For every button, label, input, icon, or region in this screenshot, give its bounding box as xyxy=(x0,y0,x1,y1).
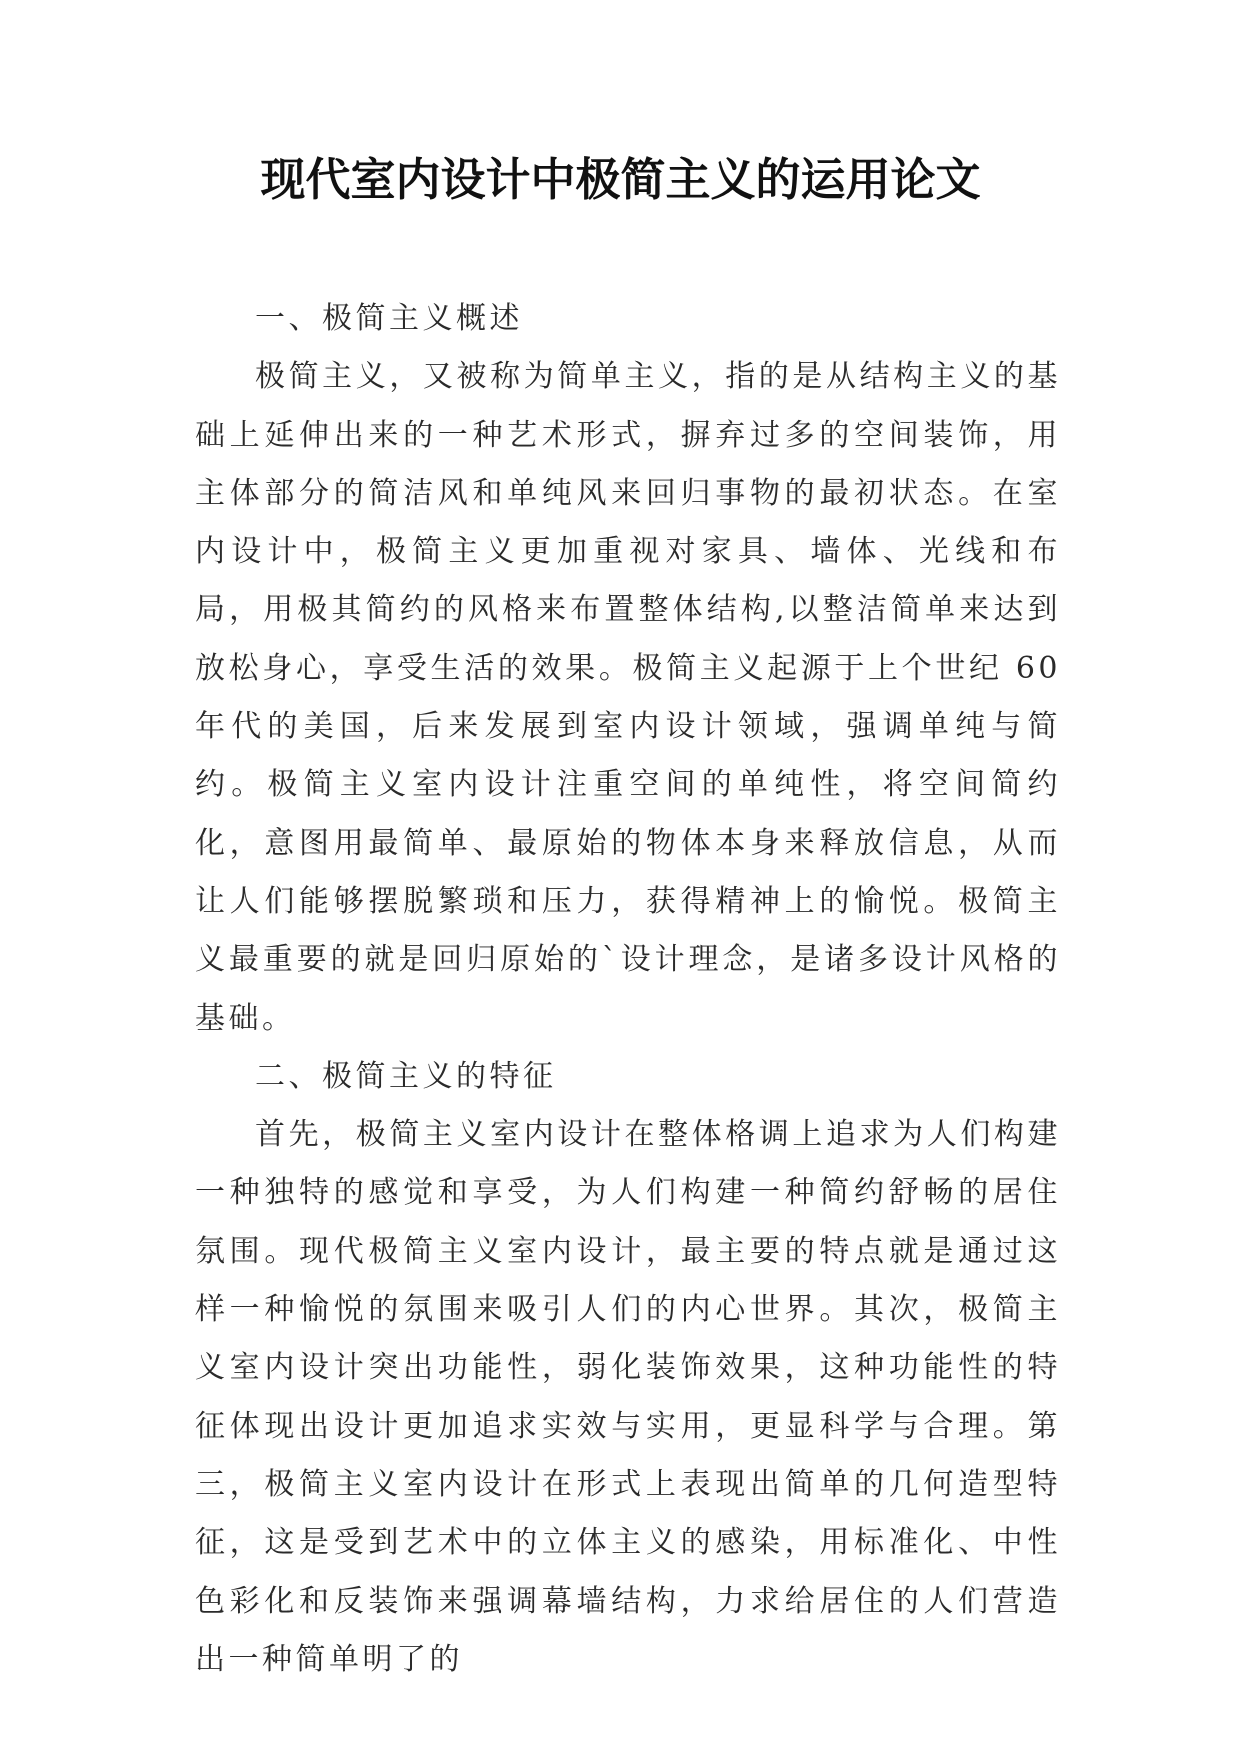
page-title: 现代室内设计中极简主义的运用论文 xyxy=(260,153,981,206)
section-heading-features: 二、极简主义的特征 xyxy=(255,1058,557,1094)
paragraph-features: 首先，极简主义室内设计在整体格调上追求为人们构建一种独特的感觉和享受，为人们构建一种简约舒畅的居住氛围。现代极简主义室内设计，最主要的特点就是通过这样一种愉悦的氛围来吸引人们的内心世界。其次，极简主义室内设计突出功能性，弱化装饰效果，这种功能性的特征体现出设计更加追求实效与实用，更显科学与合理。第三，极简主义室内设计在形式上表现出简单的几何造型特征，这是受到艺术中的立体主义的感染，用标准化、中性色彩化和反装饰来强调幕墙结构，力求给居住的人们营造出一种简单明了的 xyxy=(195,1117,1061,1677)
paragraph-overview: 极简主义，又被称为简单主义，指的是从结构主义的基础上延伸出来的一种艺术形式，摒弃过多的空间装饰，用主体部分的简洁风和单纯风来回归事物的最初状态。在室内设计中，极简主义更加重视对家具、墙体、光线和布局，用极其简约的风格来布置整体结构,以整洁简单来达到放松身心，享受生活的效果。极简主义起源于上个世纪 60 年代的美国，后来发展到室内设计领域，强调单纯与简约。极简主义室内设计注重空间的单纯性，将空间简约化，意图用最简单、最原始的物体本身来释放信息，从而让人们能够摆脱繁琐和压力，获得精神上的愉悦。极简主义最重要的就是回归原始的`设计理念，是诸多设计风格的基础。 xyxy=(195,359,1061,1036)
section-heading-overview: 一、极简主义概述 xyxy=(255,301,523,336)
document-body xyxy=(195,290,1061,1689)
